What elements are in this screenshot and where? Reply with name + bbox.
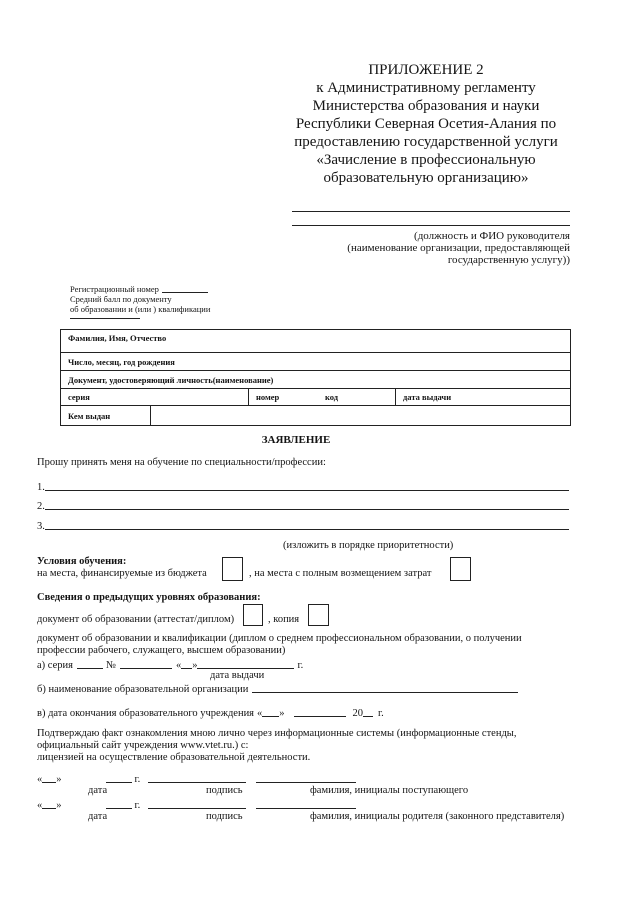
copy-checkbox	[308, 604, 329, 626]
year-suffix: г.	[134, 800, 141, 811]
confirmation-text: лицензией на осуществление образовательной деятельности.	[37, 752, 311, 763]
full-name-label: Фамилия, Имя, Отчество	[68, 333, 167, 343]
number-code-cell	[249, 389, 396, 406]
registration-number-row	[70, 283, 210, 294]
number-sign: №	[105, 660, 116, 671]
quote-open: «	[37, 800, 43, 811]
table-row	[61, 330, 571, 353]
application-request: Прошу принять меня на обучение по специальности/профессии:	[37, 457, 326, 468]
organization-row	[37, 683, 518, 696]
confirmation-text: Подтверждаю факт ознакомления мною лично через информационные системы (информационные стенды,	[37, 728, 517, 739]
addressee-fill-line	[292, 225, 570, 226]
appendix-header	[266, 61, 586, 187]
qualification-text: профессии рабочего, служащего, высшем образовании)	[37, 645, 286, 656]
quote-open: «	[37, 774, 43, 785]
addressee-fill-line	[292, 211, 570, 212]
quote-close: »	[56, 800, 62, 811]
appendix-subtitle-line: «Зачисление в профессиональную	[316, 152, 536, 168]
table-row	[61, 406, 571, 426]
conditions-heading: Условия обучения:	[37, 556, 127, 567]
birth-date-label: Число, месяц, год рождения	[68, 356, 175, 367]
signature-caption: подпись	[206, 785, 243, 796]
average-score-blank	[70, 318, 140, 319]
month-blank	[106, 773, 132, 783]
registration-number-blank	[162, 283, 208, 293]
issue-date-caption: дата выдачи	[210, 670, 265, 681]
appendix-title: ПРИЛОЖЕНИЕ 2	[368, 62, 484, 78]
choice-row	[37, 481, 569, 494]
parent-name-caption: фамилия, инициалы родителя (законного представителя)	[310, 811, 565, 822]
choice-number: 2.	[37, 501, 45, 512]
table-row	[61, 353, 571, 371]
century: 20	[352, 708, 364, 719]
appendix-subtitle-line: предоставлению государственной услуги	[294, 134, 558, 150]
year-blank	[363, 707, 373, 717]
code-label: код	[325, 392, 339, 402]
quote-close: »	[56, 774, 62, 785]
table-row	[61, 389, 571, 406]
choice-number: 1.	[37, 482, 45, 493]
paid-checkbox	[450, 557, 471, 581]
application-title: ЗАЯВЛЕНИЕ	[261, 434, 331, 446]
appendix-subtitle-line: Министерства образования и науки	[312, 98, 540, 114]
appendix-subtitle-line: образовательную организацию»	[323, 170, 529, 186]
choice-row	[37, 500, 569, 513]
certificate-checkbox	[243, 604, 263, 626]
qualification-text: документ об образовании и квалификации (диплом о среднем профессиональном образовании, о получении	[37, 633, 522, 644]
birth-date-cell	[61, 353, 571, 371]
addressee-caption: государственную услугу))	[447, 254, 570, 266]
certificate-label: документ об образовании (аттестат/диплом)	[37, 614, 235, 625]
addressee-captions	[347, 230, 570, 266]
table-row	[61, 371, 571, 389]
addressee-caption: (должность и ФИО руководителя	[414, 230, 570, 242]
issue-date-cell	[396, 389, 571, 406]
id-document-cell	[61, 371, 571, 389]
issue-date-label: дата выдачи	[403, 392, 452, 402]
month-blank	[294, 707, 346, 717]
applicant-signature-row	[37, 773, 356, 786]
date-caption: дата	[88, 785, 108, 796]
choice-number: 3.	[37, 521, 45, 532]
series-blank	[77, 659, 103, 669]
quote-close: »	[192, 660, 198, 671]
name-blank	[256, 773, 356, 783]
choice-fill-line	[45, 520, 569, 530]
day-blank	[42, 799, 56, 809]
issued-by-label: Кем выдан	[68, 410, 111, 421]
signature-caption: подпись	[206, 811, 243, 822]
day-blank	[181, 659, 192, 669]
graduation-label: в) дата окончания образовательного учреждения	[37, 708, 255, 719]
signature-blank	[148, 773, 246, 783]
appendix-subtitle-line: к Административному регламенту	[316, 80, 536, 96]
year-suffix: г.	[378, 708, 384, 719]
year-suffix: г.	[134, 774, 141, 785]
number-blank	[120, 659, 172, 669]
registration-block	[70, 283, 210, 314]
education-heading: Сведения о предыдущих уровнях образования:	[37, 592, 261, 603]
parent-signature-row	[37, 799, 356, 812]
full-name-cell	[61, 330, 571, 353]
budget-label: на места, финансируемые из бюджета	[37, 568, 207, 579]
appendix-subtitle-line: Республики Северная Осетия-Алания по	[295, 116, 557, 132]
series-label: а) серия	[37, 660, 73, 671]
confirmation-text: официальный сайт учреждения www.vtet.ru.) с:	[37, 740, 249, 751]
quote-open: «	[257, 708, 263, 719]
series-label: серия	[68, 392, 90, 402]
date-caption: дата	[88, 811, 108, 822]
average-score-label: Средний балл по документу	[70, 294, 172, 304]
average-score-label: об образовании и (или ) квалификации	[70, 304, 211, 314]
issued-by-cell	[61, 406, 151, 426]
id-document-label: Документ, удостоверяющий личность(наименование)	[68, 374, 274, 385]
day-blank	[262, 707, 279, 717]
registration-number-label: Регистрационный номер	[70, 284, 159, 294]
quote-open: «	[175, 660, 182, 671]
number-label: номер	[256, 392, 280, 402]
quote-close: »	[279, 708, 285, 719]
organization-blank	[252, 683, 518, 693]
signature-blank	[148, 799, 246, 809]
month-year-blank	[197, 659, 294, 669]
choice-row	[37, 520, 569, 533]
copy-label: , копия	[268, 614, 300, 625]
choice-fill-line	[45, 481, 569, 491]
year-suffix: г.	[297, 660, 304, 671]
day-blank	[42, 773, 56, 783]
applicant-name-caption: фамилия, инициалы поступающего	[310, 785, 469, 796]
addressee-caption: (наименование организации, предоставляющей	[347, 242, 570, 254]
name-blank	[256, 799, 356, 809]
priority-note: (изложить в порядке приоритетности)	[283, 540, 454, 551]
month-blank	[106, 799, 132, 809]
series-cell	[61, 389, 249, 406]
personal-data-table	[60, 329, 571, 426]
organization-label: б) наименование образовательной организации	[37, 684, 249, 695]
issued-by-value-cell	[151, 406, 571, 426]
paid-label: , на места с полным возмещением затрат	[249, 568, 432, 579]
budget-checkbox	[222, 557, 243, 581]
graduation-row	[37, 707, 384, 720]
choice-fill-line	[45, 500, 569, 510]
